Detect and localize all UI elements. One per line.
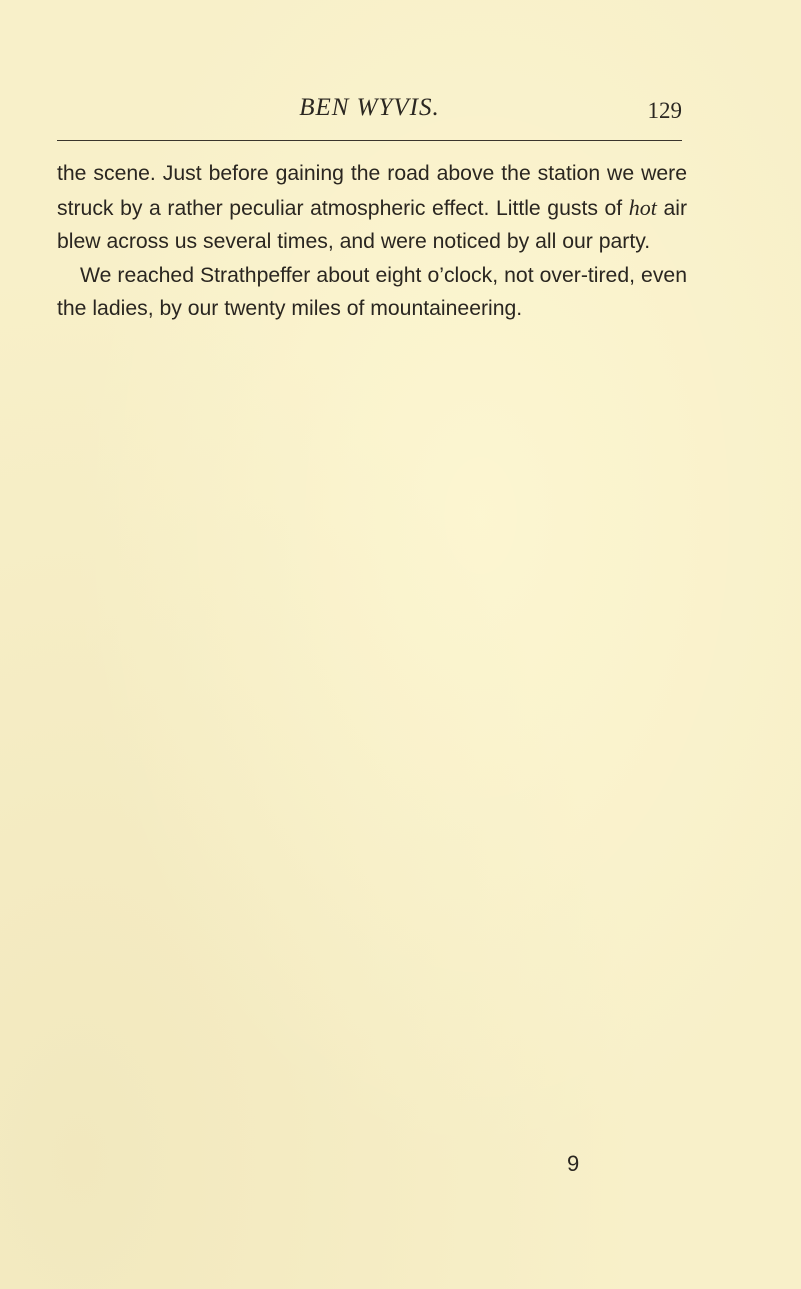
paragraph-2: We reached Strathpeffer about eight o’clock, not over-tired, even the ladies, by our twenty miles of mountaineering. (57, 263, 687, 321)
header-rule (57, 140, 682, 141)
body-text (57, 157, 687, 326)
running-head (57, 94, 682, 134)
italic-word: hot (628, 194, 657, 220)
page-number: 129 (647, 98, 682, 123)
paragraph-1 (57, 157, 687, 259)
paragraph-1-text-b: air blew across us several times, and were noticed by all our party. (57, 196, 687, 254)
running-title: BEN WYVIS. (299, 94, 440, 121)
paragraph-1-text-a: the scene. Just before gaining the road above the station we were struck by a rather peculiar atmospheric effect. Little gusts of (57, 162, 687, 220)
signature-mark: 9 (567, 1151, 580, 1176)
